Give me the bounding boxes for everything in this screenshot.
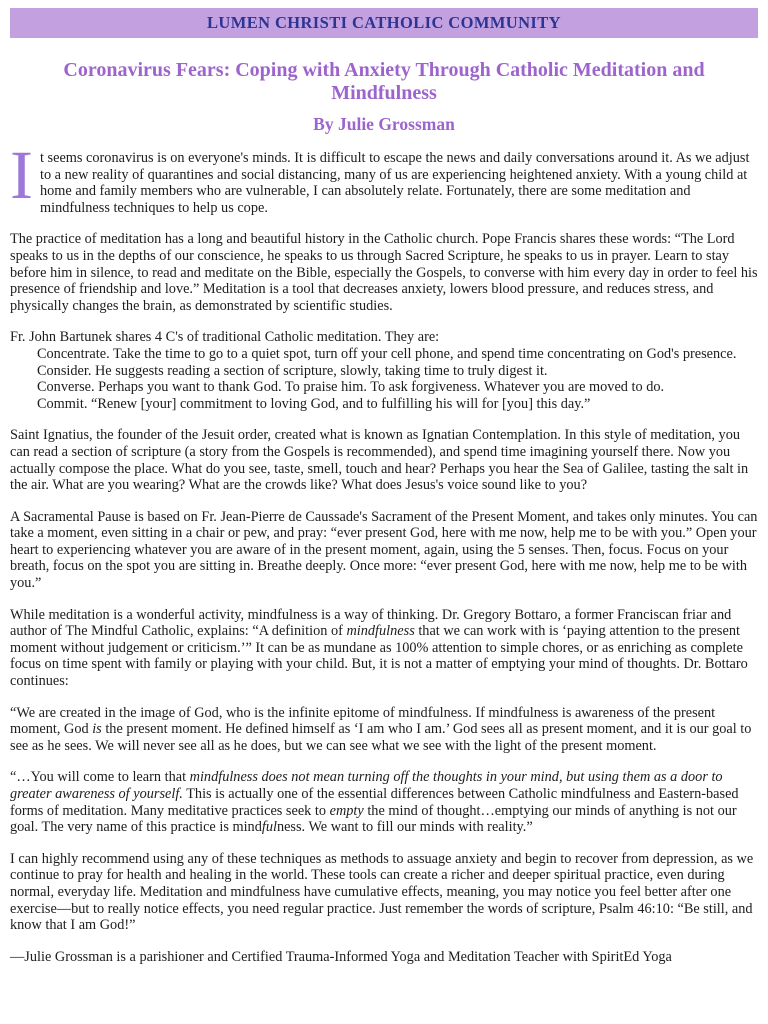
author-note: —Julie Grossman is a parishioner and Certified Trauma-Informed Yoga and Meditation Teacher with SpiritEd Yoga [10, 948, 672, 965]
italic-text-segment: mindfulness does not mean turning off the thoughts in your mind, but using them as a door to greater awareness of yourself. [10, 769, 723, 802]
italic-text-segment: empty [329, 802, 364, 819]
article-byline: By Julie Grossman [313, 114, 455, 134]
list-item-consider: Consider. He suggests reading a section of scripture, slowly, taking time to truly digest it. [37, 362, 548, 379]
italic-text-segment: mindfulness [346, 623, 415, 640]
four-cs-list [10, 346, 758, 412]
text-segment: While meditation is a wonderful activity, mindfulness is a way of thinking. Dr. Gregory Bottaro, a former Franciscan friar and author of The Mindful Catholic, explains: “A definition of [10, 606, 732, 640]
banner-title: LUMEN CHRISTI CATHOLIC COMMUNITY [207, 13, 561, 32]
four-cs-intro: Fr. John Bartunek shares 4 C's of traditional Catholic meditation. They are: [10, 329, 440, 346]
list-item-converse: Converse. Perhaps you want to thank God. To praise him. To ask forgiveness. Whatever you are moved to do. [37, 379, 665, 396]
article-title: Coronavirus Fears: Coping with Anxiety Through Catholic Meditation and Mindfulness [63, 59, 705, 104]
four-cs-section [10, 329, 758, 412]
text-segment: “…You will come to learn that [10, 769, 190, 786]
paragraph-turning-off-thoughts [10, 769, 758, 835]
text-segment: the mind of thought…emptying our minds of anything is not our goal. The very name of this practice is mind [10, 802, 737, 836]
text-segment: ness. We want to fill our minds with reality.” [276, 819, 533, 836]
paragraph-image-of-god [10, 705, 758, 755]
text-segment: This is actually one of the essential differences between Catholic mindfulness and Eastern-based forms of meditation. Many meditative practices seek to [10, 786, 739, 819]
list-item-commit: Commit. “Renew [your] commitment to loving God, and to fulfilling his will for [you] this day.” [37, 395, 591, 412]
article-body [10, 137, 758, 965]
list-item-concentrate: Concentrate. Take the time to go to a quiet spot, turn off your cell phone, and spend time concentrating on God's presence. [37, 345, 737, 362]
italic-text-segment: is [92, 721, 102, 738]
paragraph-meditation-history: The practice of meditation has a long and beautiful history in the Catholic church. Pope Francis shares these words: “The Lord speaks to us in the depths of our conscience, he speaks to us through Sacred Scripture, he speaks to us in prayer. Learn to stay before him in silence, to read and meditate on the Bible, especially the Gospels, to converse with him every day in order to feel his presence of friendship and love.” Meditation is a tool that decreases anxiety, lowers blood pressure, and reduces stress, and physically changes the brain, as demonstrated by scientific studies. [10, 231, 758, 314]
drop-cap-letter: I [10, 137, 33, 213]
paragraph-recommendation: I can highly recommend using any of these techniques as methods to assuage anxiety and begin to recover from depression, as we continue to pray for health and healing in the world. These tools can create a richer and deeper spiritual practice, even during normal, everyday life. Meditation and mindfulness have cumulative effects, meaning, you may notice you feel better after one exercise—but to really notice effects, you need regular practice. Just remember the words of scripture, Psalm 46:10: “Be still, and know that I am God!” [10, 850, 754, 934]
text-segment: that we can work with is ‘paying attention to the present moment without judgement or criticism.’” It can be as mundane as 100% attention to simple chores, or as enriching as complete focus on time spent with family or playing with your child. But, it is not a matter of emptying your mind of thoughts. Dr. Bottaro continues: [10, 623, 748, 690]
community-banner [10, 8, 758, 38]
paragraph-mindfulness-definition [10, 607, 758, 690]
intro-text: t seems coronavirus is on everyone's minds. It is difficult to escape the news and daily conversations around it. As we adjust to a new reality of quarantines and social distancing, many of us are experiencing heightened anxiety. With a young child at home and family members who are vulnerable, I can absolutely relate. Fortunately, there are some meditation and mindfulness techniques to help us cope. [39, 150, 750, 216]
text-segment: the present moment. He defined himself as ‘I am who I am.’ God sees all as present moment, and it is our goal to see as he sees. We will never see all as he does, but we can see what we see with the light of the present moment. [10, 721, 752, 754]
paragraph-ignatian-contemplation: Saint Ignatius, the founder of the Jesuit order, created what is known as Ignatian Contemplation. In this style of meditation, you can read a section of scripture (a story from the Gospels is recommended), and spend time imagining yourself there. Now you actually compose the place. What do you see, taste, smell, touch and hear? Perhaps you hear the Sea of Galilee, tasting the salt in the air. What are you wearing? What are the crowds like? What does Jesus's voice sound like to you? [10, 427, 749, 494]
italic-text-segment: ful [261, 819, 277, 836]
paragraph-sacramental-pause: A Sacramental Pause is based on Fr. Jean-Pierre de Caussade's Sacrament of the Present Moment, and takes only minutes. You can take a moment, even sitting in a chair or pew, and pray: “ever present God, here with me now, help me to be with you.” Open your heart to experiencing whatever you are aware of in the present moment, again, using the 5 senses. Then, focus. Focus on your breath, focus on the spot you are sitting in. Breathe deeply. Once more: “ever present God, here with me now, help me to be with you.” [10, 508, 758, 592]
text-segment: “We are created in the image of God, who is the infinite epitome of mindfulness. If mindfulness is awareness of the present moment, God [10, 704, 716, 738]
paragraph-intro [10, 137, 758, 216]
